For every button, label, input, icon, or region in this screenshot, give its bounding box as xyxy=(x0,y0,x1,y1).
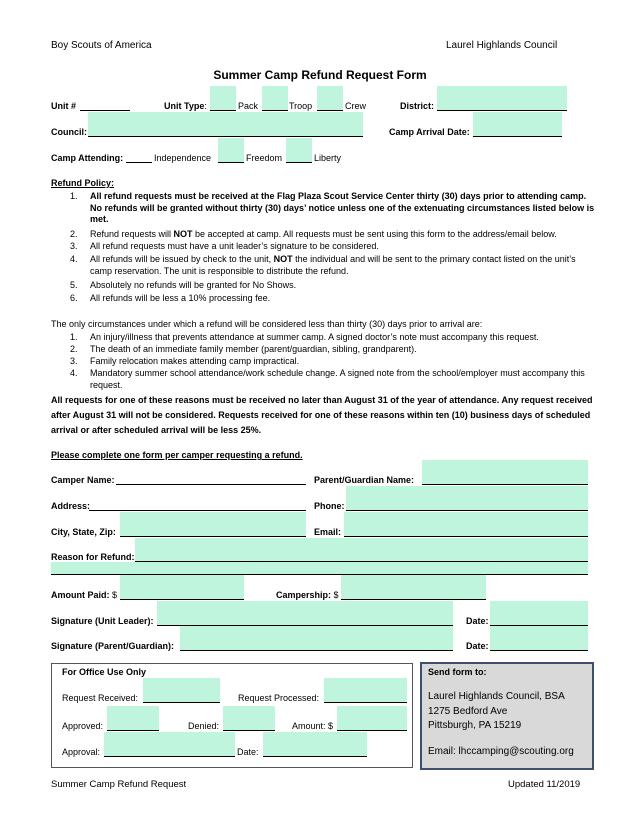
request-received-field[interactable] xyxy=(143,678,220,703)
policy-item: 2. Refund requests will NOT be accepted at camp. All requests must be sent using this form to the address/email below. xyxy=(70,229,557,239)
office-date-field[interactable] xyxy=(263,732,367,757)
header-org: Boy Scouts of America xyxy=(51,40,152,51)
footer-title: Summer Camp Refund Request xyxy=(51,779,187,790)
address-label: Address: xyxy=(51,501,91,511)
sig-leader-date-field[interactable] xyxy=(490,601,588,626)
reason-field-line2[interactable] xyxy=(51,562,135,575)
pack-checkbox[interactable] xyxy=(210,86,236,111)
troop-checkbox[interactable] xyxy=(262,86,288,111)
liberty-label: Liberty xyxy=(314,153,342,163)
email-field[interactable] xyxy=(344,512,588,537)
independence-label: Independence xyxy=(154,153,212,163)
policy-item: 6. All refunds will be less a 10% processing fee. xyxy=(70,293,271,303)
sig-leader-label: Signature (Unit Leader): xyxy=(51,616,154,626)
unit-label: Unit # xyxy=(51,101,77,111)
sig-leader-date-label: Date: xyxy=(466,616,489,626)
phone-label: Phone: xyxy=(314,501,345,511)
camper-name-label: Camper Name: xyxy=(51,475,115,485)
request-processed-label: Request Processed: xyxy=(238,693,320,703)
approval-field[interactable] xyxy=(104,732,235,757)
campership-field[interactable] xyxy=(341,575,486,600)
district-label: District: xyxy=(400,101,435,111)
send-address-line1: Laurel Highlands Council, BSA xyxy=(428,691,565,702)
phone-field[interactable] xyxy=(346,486,588,511)
city-state-zip-field[interactable] xyxy=(120,512,306,537)
request-processed-field[interactable] xyxy=(324,678,407,703)
troop-label: Troop xyxy=(289,101,313,111)
unit-type-label: Unit Type: xyxy=(164,101,207,111)
email-label: Email: xyxy=(314,527,342,537)
unit-number-field[interactable] xyxy=(80,100,130,111)
arrival-date-field[interactable] xyxy=(473,112,562,137)
council-label: Council: xyxy=(51,127,87,137)
form-instruction: Please complete one form per camper requesting a refund. xyxy=(51,450,303,460)
independence-checkbox[interactable] xyxy=(126,152,152,163)
freedom-label: Freedom xyxy=(246,153,283,163)
reason-label: Reason for Refund: xyxy=(51,552,135,562)
camp-attending-label: Camp Attending: xyxy=(51,153,124,163)
circumstance-item: 1. An injury/illness that prevents attendance at summer camp. A signed doctor’s note must accompany this request. xyxy=(70,332,539,342)
sig-parent-date-label: Date: xyxy=(466,641,489,651)
guardian-name-label: Parent/Guardian Name: xyxy=(314,475,415,485)
sig-parent-date-field[interactable] xyxy=(490,626,588,651)
circumstances-intro: The only circumstances under which a refund will be considered less than thirty (30) days prior to arrival are: xyxy=(51,319,483,329)
approved-field[interactable] xyxy=(107,706,159,731)
crew-checkbox[interactable] xyxy=(317,86,343,111)
amount-paid-label: Amount Paid: $ xyxy=(51,590,118,600)
sig-leader-field[interactable] xyxy=(157,601,453,626)
policy-item: 4. All refunds will be issued by check to the unit, NOT the individual and will be sent to the primary contact listed on the unit’s camp reservation. The unit is responsible to distribute the refund. xyxy=(70,254,576,276)
send-email: Email: lhccamping@scouting.org xyxy=(428,746,574,757)
circumstance-item: 4. Mandatory summer school attendance/work schedule change. A signed note from the school/employer must accompany this request. xyxy=(70,368,585,390)
footer-updated: Updated 11/2019 xyxy=(508,779,581,790)
policy-item: 3. All refund requests must have a unit leader’s signature to be considered. xyxy=(70,241,379,251)
crew-label: Crew xyxy=(345,101,367,111)
circumstances-bold-note: All requests for one of these reasons must be received no later than August 31 of the year of attendance. Any request received after August 31 will not be considered. Requests received for one of these reasons within ten (10) business days of scheduled arrival or after scheduled arrival will be less 25%. xyxy=(51,395,593,435)
city-state-zip-label: City, State, Zip: xyxy=(51,527,116,537)
send-heading: Send form to: xyxy=(428,667,487,677)
office-date-label: Date: xyxy=(237,747,259,757)
freedom-checkbox[interactable] xyxy=(218,138,244,163)
address-field[interactable] xyxy=(89,500,306,511)
refund-policy-heading: Refund Policy: xyxy=(51,178,115,188)
policy-item: 1. All refund requests must be received at the Flag Plaza Scout Service Center thirty (30) days prior to attending camp. No refunds will be granted without thirty (30) days’ notice unless one of the extenuating circumstances listed below is met. xyxy=(70,191,595,224)
circumstance-item: 3. Family relocation makes attending camp impractical. xyxy=(70,356,300,366)
denied-field[interactable] xyxy=(223,706,275,731)
district-field[interactable] xyxy=(437,86,567,111)
approval-label: Approval: xyxy=(62,747,101,757)
sig-parent-label: Signature (Parent/Guardian): xyxy=(51,641,175,651)
approved-label: Approved: xyxy=(62,721,104,731)
send-address-line3: Pittsburgh, PA 15219 xyxy=(428,720,522,731)
council-field[interactable] xyxy=(88,112,363,137)
campership-label: Campership: $ xyxy=(276,590,339,600)
guardian-name-field[interactable] xyxy=(422,460,588,485)
reason-field-underline xyxy=(135,552,588,562)
office-amount-field[interactable] xyxy=(337,706,407,731)
page-title: Summer Camp Refund Request Form xyxy=(213,68,427,82)
liberty-checkbox[interactable] xyxy=(286,138,312,163)
pack-label: Pack xyxy=(238,101,259,111)
circumstance-item: 2. The death of an immediate family member (parent/guardian, sibling, grandparent). xyxy=(70,344,417,354)
policy-item: 5. Absolutely no refunds will be granted for No Shows. xyxy=(70,280,297,290)
header-council: Laurel Highlands Council xyxy=(446,40,558,51)
request-received-label: Request Received: xyxy=(62,693,139,703)
camper-name-field[interactable] xyxy=(116,474,306,485)
send-address-line2: 1275 Bedford Ave xyxy=(428,706,508,717)
office-heading: For Office Use Only xyxy=(62,667,147,677)
amount-paid-field[interactable] xyxy=(120,575,244,600)
arrival-date-label: Camp Arrival Date: xyxy=(389,127,470,137)
sig-parent-field[interactable] xyxy=(180,626,453,651)
amount-label: Amount: $ xyxy=(292,721,334,731)
denied-label: Denied: xyxy=(188,721,220,731)
